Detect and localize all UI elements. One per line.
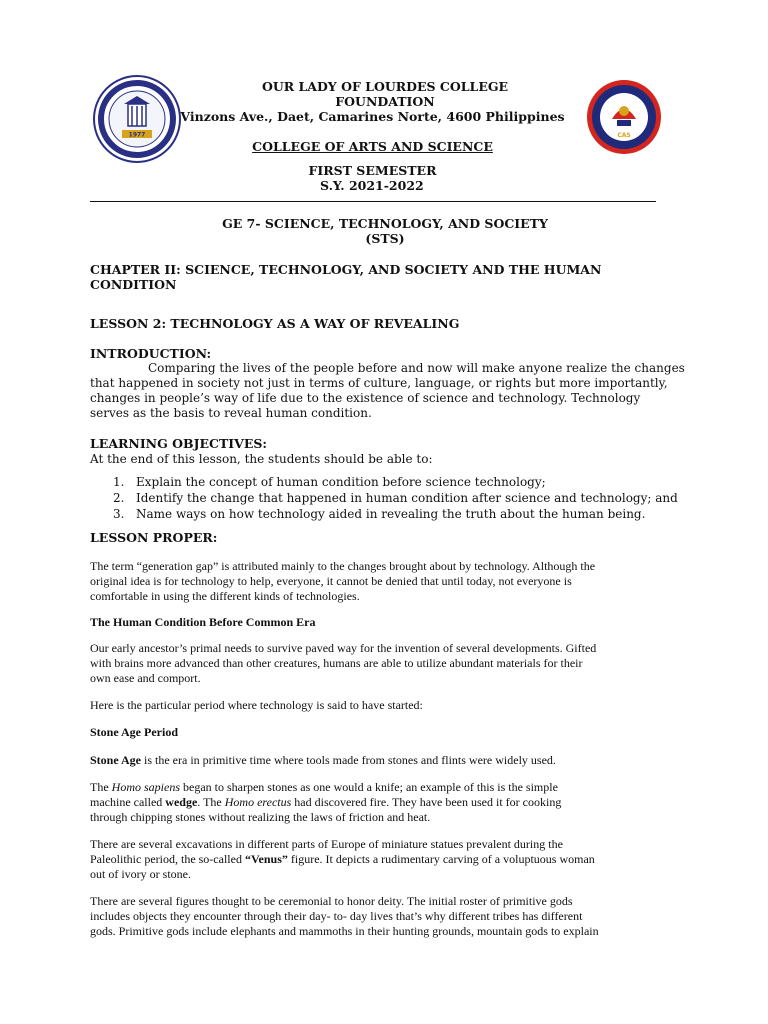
lesson-p1-line-3: comfortable in using the different kinds of technologies. xyxy=(90,589,360,603)
section-heading-stone-age: Stone Age Period xyxy=(90,725,178,739)
introduction-line-1: Comparing the lives of the people before and now will make anyone realize the changes xyxy=(148,361,685,375)
department-name: COLLEGE OF ARTS AND SCIENCE xyxy=(252,139,493,154)
course-title: GE 7- SCIENCE, TECHNOLOGY, AND SOCIETY xyxy=(222,216,548,231)
lesson-p2-line-1: Our early ancestor’s primal needs to survive paved way for the invention of several developments. Gifted xyxy=(90,641,597,655)
introduction-line-4: serves as the basis to reveal human condition. xyxy=(90,406,372,420)
objectives-lead: At the end of this lesson, the students should be able to: xyxy=(90,452,433,466)
lesson-p1-line-2: original idea is for technology to help, everyone, it cannot be denied that until today, not everyone is xyxy=(90,574,572,588)
text-fragment: figure. It depicts a rudimentary carving of a voluptuous woman xyxy=(287,852,595,866)
lesson-p7-line-1: There are several figures thought to be ceremonial to honor deity. The initial roster of primitive gods xyxy=(90,894,573,908)
homo-erectus-term: Homo erectus xyxy=(224,795,292,809)
seal-year: 1977 xyxy=(128,131,146,139)
homo-sapiens-term: Homo sapiens xyxy=(111,780,180,794)
text-fragment: began to sharpen stones as one would a knife; an example of this is the simple xyxy=(180,780,558,794)
objective-3-number: 3. xyxy=(113,507,125,521)
semester: FIRST SEMESTER xyxy=(308,163,437,178)
lesson-p5-line-2 xyxy=(90,795,561,810)
school-year: S.Y. 2021-2022 xyxy=(320,178,424,193)
college-name-line-2: FOUNDATION xyxy=(335,94,435,109)
cas-logo-text: CAS xyxy=(617,132,631,139)
lesson-p4 xyxy=(90,753,556,768)
lesson-p7-line-3: gods. Primitive gods include elephants and mammoths in their hunting grounds, mountain gods to explain xyxy=(90,924,599,938)
text-fragment: The xyxy=(90,780,112,794)
text-fragment: . The xyxy=(197,795,225,809)
college-name-line-1: OUR LADY OF LOURDES COLLEGE xyxy=(261,79,509,94)
objective-1-text: Explain the concept of human condition before science technology; xyxy=(136,475,546,489)
section-heading-before-common-era: The Human Condition Before Common Era xyxy=(90,615,316,629)
stone-age-term: Stone Age xyxy=(90,753,141,767)
lesson-p1-line-1: The term “generation gap” is attributed mainly to the changes brought about by technology. Although the xyxy=(90,559,596,573)
lesson-p5-line-3: through chipping stones without realizing the laws of friction and heat. xyxy=(90,810,431,824)
course-abbr: (STS) xyxy=(365,231,405,246)
objectives-heading: LEARNING OBJECTIVES: xyxy=(90,436,267,451)
lesson-p3: Here is the particular period where technology is said to have started: xyxy=(90,698,423,712)
lesson-p6-line-3: out of ivory or stone. xyxy=(90,867,191,881)
lesson-p6-line-1: There are several excavations in different parts of Europe of miniature statues prevalent during the xyxy=(90,837,563,851)
chapter-title-line-2: CONDITION xyxy=(90,277,177,292)
objective-2-number: 2. xyxy=(113,491,125,505)
venus-term: “Venus” xyxy=(244,852,288,866)
introduction-heading: INTRODUCTION: xyxy=(90,346,212,361)
college-address: Vinzons Ave., Daet, Camarines Norte, 4600 Philippines xyxy=(180,109,565,124)
text-fragment: had discovered fire. They have been used it for cooking xyxy=(291,795,562,809)
lesson-proper-heading: LESSON PROPER: xyxy=(90,530,218,545)
text-fragment: machine called xyxy=(90,795,166,809)
objective-2-text: Identify the change that happened in human condition after science and technology; and xyxy=(136,491,678,505)
lesson-p2-line-2: with brains more advanced than other creatures, humans are able to utilize abundant materials for their xyxy=(90,656,583,670)
objective-3-text: Name ways on how technology aided in revealing the truth about the human being. xyxy=(136,507,646,521)
introduction-line-3: changes in people’s way of life due to the existence of science and technology. Technology xyxy=(90,391,641,405)
college-seal-logo xyxy=(92,74,182,164)
objective-1-number: 1. xyxy=(113,475,125,489)
header-divider xyxy=(90,201,656,202)
lesson-title: LESSON 2: TECHNOLOGY AS A WAY OF REVEALING xyxy=(90,316,460,331)
lesson-p5-line-1 xyxy=(90,780,558,795)
cas-logo xyxy=(586,79,662,155)
chapter-title-line-1: CHAPTER II: SCIENCE, TECHNOLOGY, AND SOCIETY AND THE HUMAN xyxy=(90,262,602,277)
text-fragment: Paleolithic period, the so-called xyxy=(90,852,245,866)
lesson-p6-line-2 xyxy=(90,852,595,867)
introduction-line-2: that happened in society not just in terms of culture, language, or rights but more importantly, xyxy=(90,376,668,390)
wedge-term: wedge xyxy=(165,795,198,809)
lesson-p2-line-3: own ease and comport. xyxy=(90,671,201,685)
stone-age-definition: is the era in primitive time where tools made from stones and flints were widely used. xyxy=(141,753,556,767)
lesson-p7-line-2: includes objects they encounter through their day- to- day lives that’s why different tribes has different xyxy=(90,909,583,923)
